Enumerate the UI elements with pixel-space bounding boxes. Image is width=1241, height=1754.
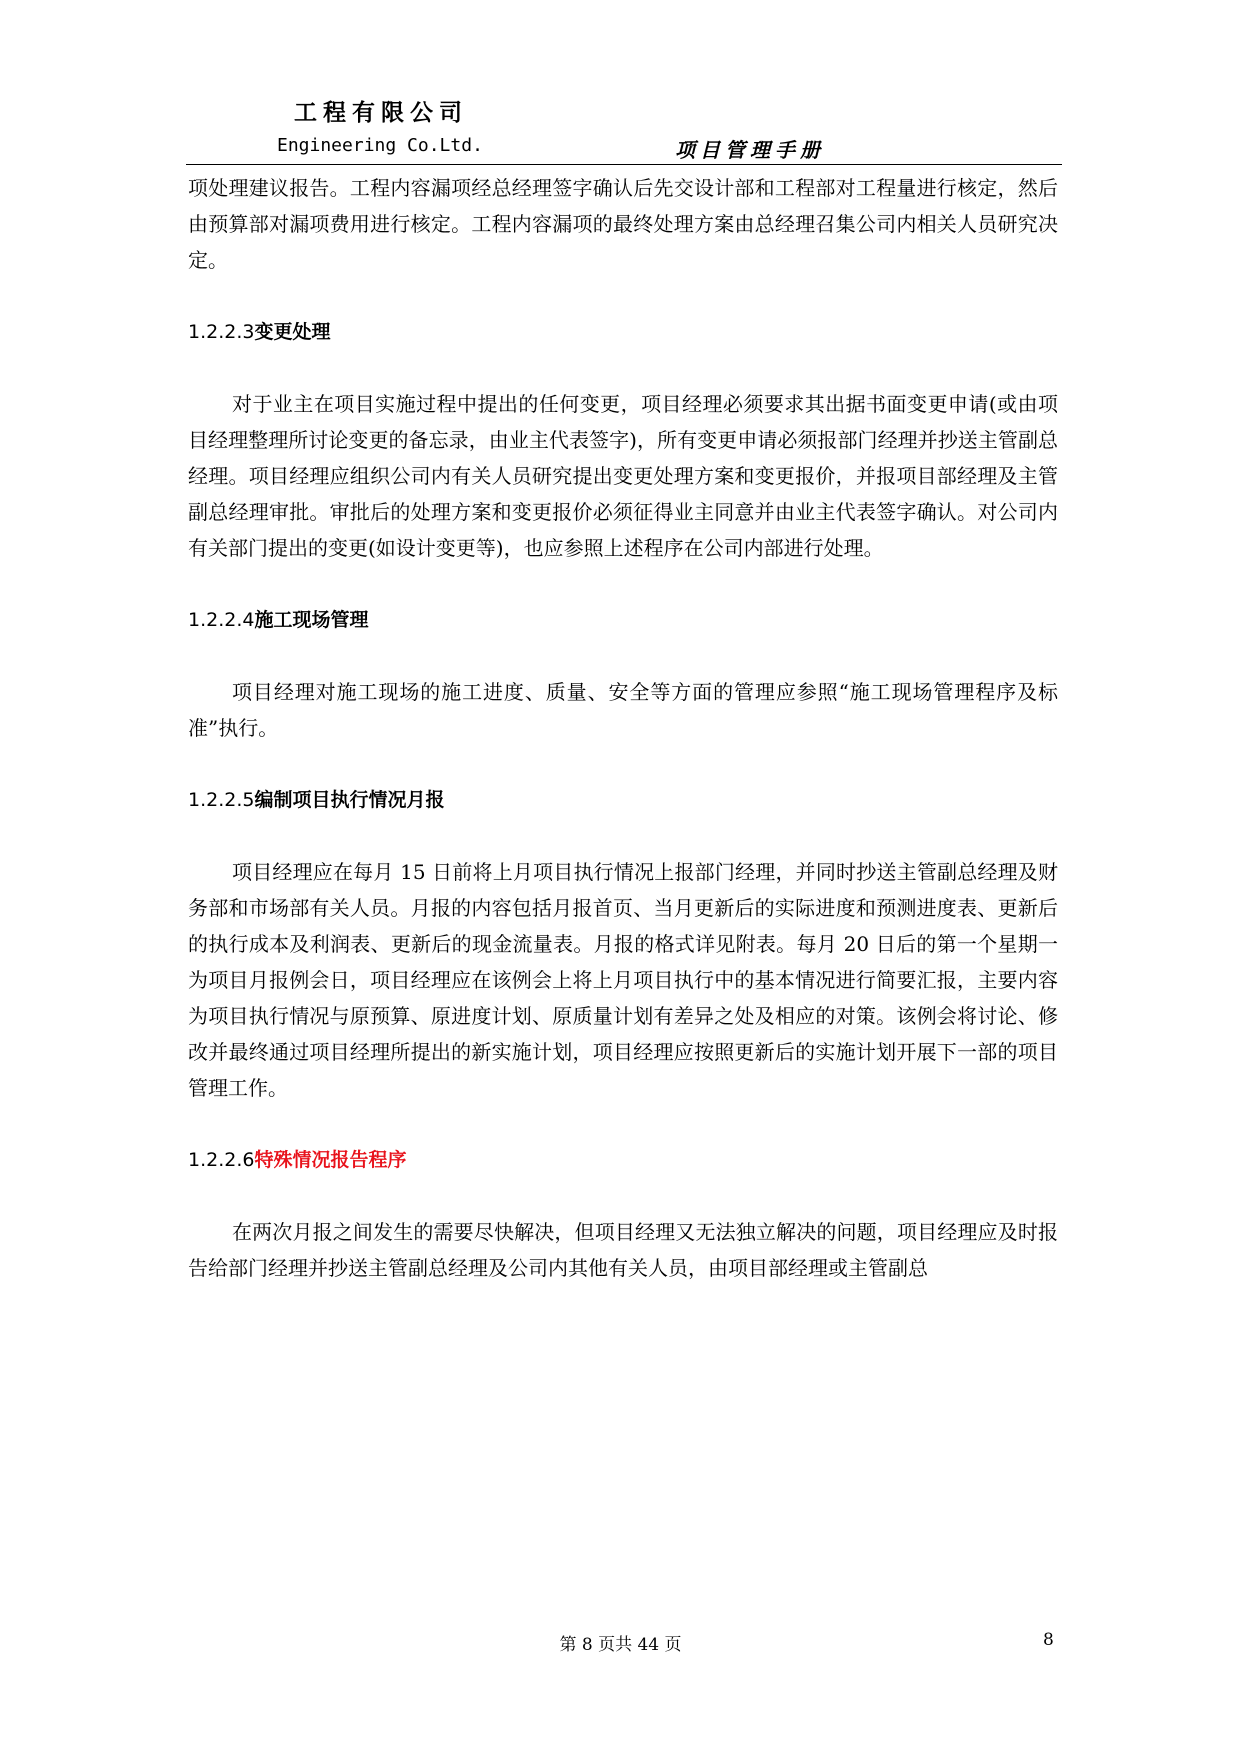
section-heading-1223	[188, 314, 1058, 350]
section-title: 变更处理	[254, 321, 331, 343]
section-heading-1226	[188, 1142, 1058, 1178]
intro-paragraph: 项处理建议报告。工程内容漏项经总经理签字确认后先交设计部和工程部对工程量进行核定，然后由预算部对漏项费用进行核定。工程内容漏项的最终处理方案由总经理召集公司内相关人员研究决定。	[188, 176, 1058, 272]
header-company-name: 工程有限公司	[294, 100, 468, 126]
section-number: 1.2.2.6	[188, 1149, 255, 1171]
header-divider	[186, 164, 1062, 165]
section-paragraph-1225: 项目经理应在每月 15 日前将上月项目执行情况上报部门经理，并同时抄送主管副总经理及财务部和市场部有关人员。月报的内容包括月报首页、当月更新后的实际进度和预测进度表、更新后的执行成本及利润表、更新后的现金流量表。月报的格式详见附表。每月 20 日后的第一个星期一为项目月报例会日，项目经理应在该例会上将上月项目执行中的基本情况进行简要汇报，主要内容为项目执行情况与原预算、原进度计划、原质量计划有差异之处及相应的对策。该例会将讨论、修改并最终通过项目经理所提出的新实施计划，项目经理应按照更新后的实施计划开展下一部的项目管理工作。	[188, 860, 1058, 1100]
section-number: 1.2.2.3	[188, 321, 255, 343]
header-company-english: Engineering Co.Ltd.	[277, 135, 483, 156]
page-content	[188, 170, 1058, 1286]
header-manual-title: 项目管理手册	[675, 138, 825, 162]
section-title-highlighted: 特殊情况报告程序	[254, 1149, 407, 1171]
section-title: 编制项目执行情况月报	[254, 789, 445, 811]
section-paragraph-1224: 项目经理对施工现场的施工进度、质量、安全等方面的管理应参照“施工现场管理程序及标准”执行。	[188, 680, 1058, 740]
footer-page-info: 第 8 页共 44 页	[559, 1635, 682, 1655]
section-title: 施工现场管理	[254, 609, 369, 631]
section-heading-1225	[188, 782, 1058, 818]
section-number: 1.2.2.4	[188, 609, 255, 631]
section-paragraph-1226: 在两次月报之间发生的需要尽快解决，但项目经理又无法独立解决的问题，项目经理应及时报告给部门经理并抄送主管副总经理及公司内其他有关人员，由项目部经理或主管副总	[188, 1220, 1058, 1280]
footer-page-number: 8	[1043, 1630, 1054, 1650]
section-heading-1224	[188, 602, 1058, 638]
section-paragraph-1223: 对于业主在项目实施过程中提出的任何变更，项目经理必须要求其出据书面变更申请(或由项目经理整理所讨论变更的备忘录，由业主代表签字)，所有变更申请必须报部门经理并抄送主管副总经理。项目经理应组织公司内有关人员研究提出变更处理方案和变更报价，并报项目部经理及主管副总经理审批。审批后的处理方案和变更报价必须征得业主同意并由业主代表签字确认。对公司内有关部门提出的变更(如设计变更等)，也应参照上述程序在公司内部进行处理。	[188, 392, 1058, 560]
section-number: 1.2.2.5	[188, 789, 255, 811]
